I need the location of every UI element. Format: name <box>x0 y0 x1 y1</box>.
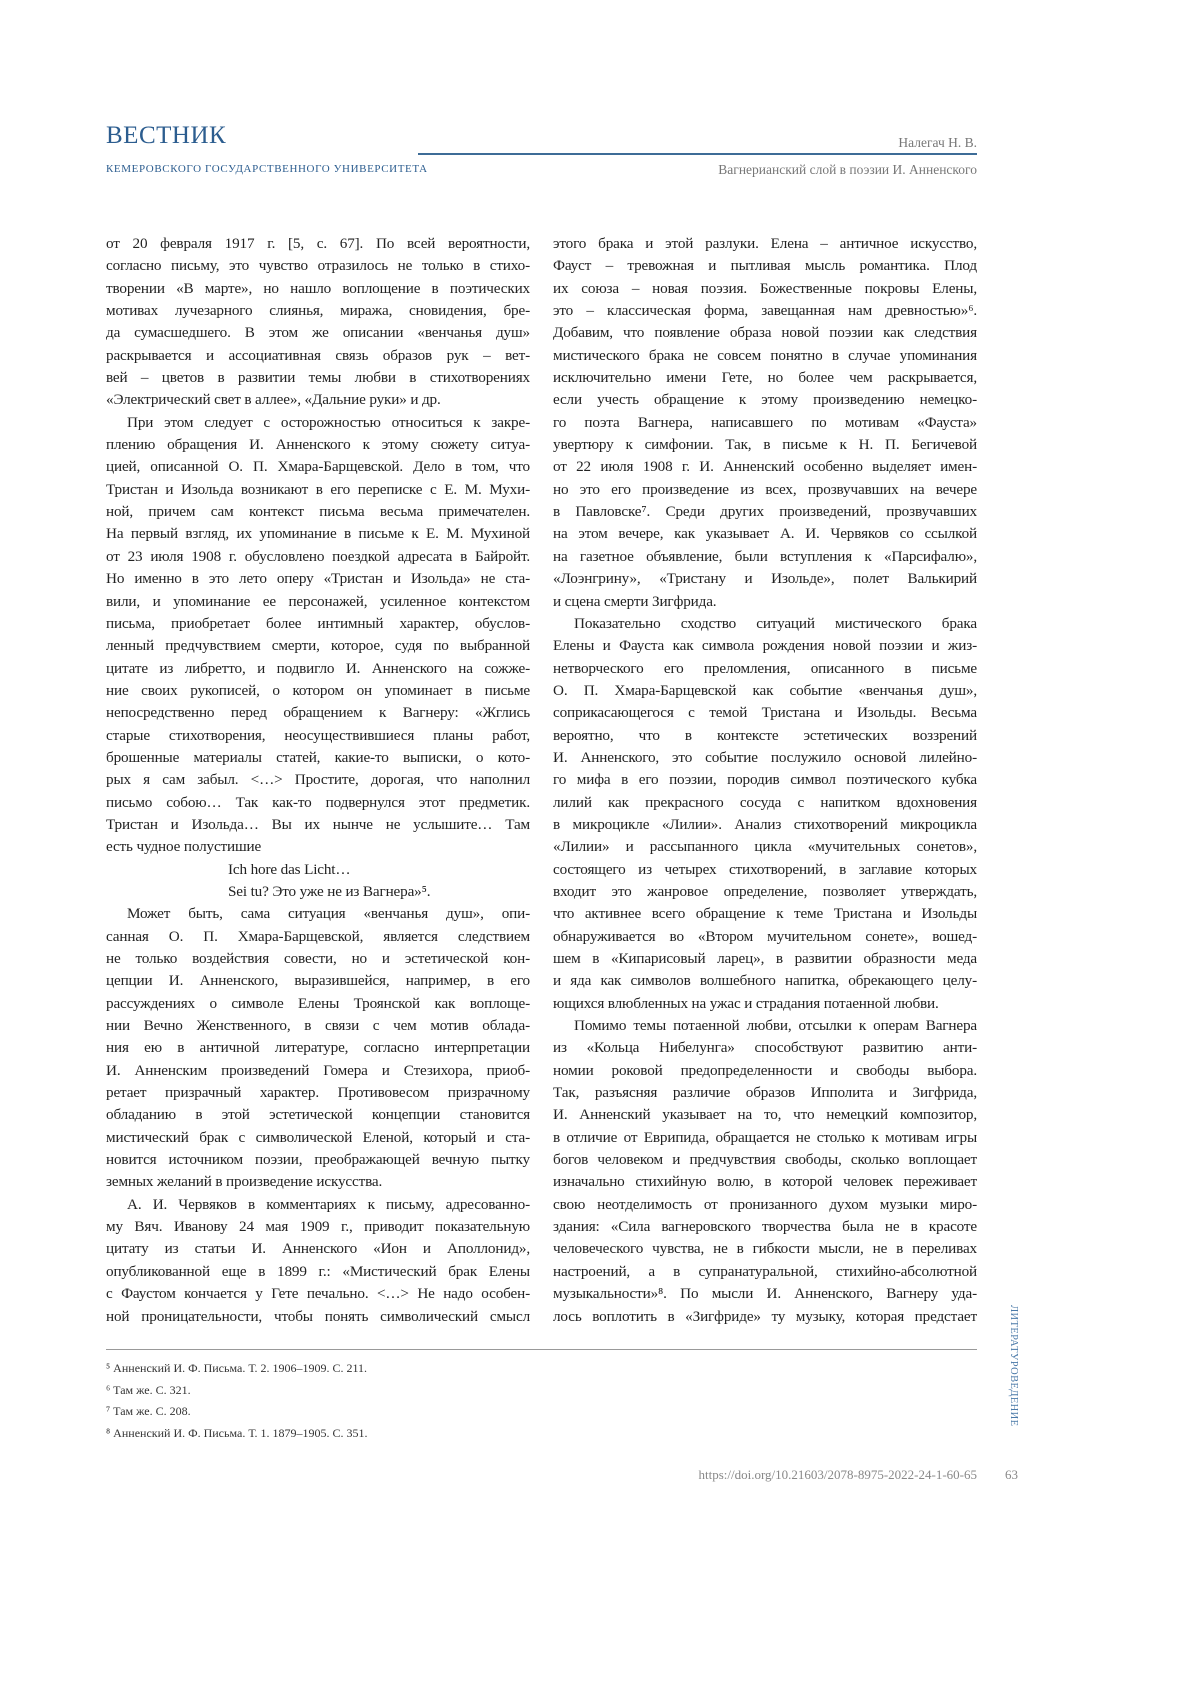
text-line: Может быть, сама ситуация «венчанья душ», опи- <box>106 903 530 925</box>
text-line: письма, приобретает более интимный характер, обуслов- <box>106 613 530 635</box>
text-line: соприкасающегося с темой Тристана и Изольды. Весьма <box>553 702 977 724</box>
page-number: 63 <box>1005 1467 1018 1483</box>
text-line: и сцена смерти Зигфрида. <box>553 591 977 613</box>
text-line: цией, описанной О. П. Хмара-Барщевской. Дело в том, что <box>106 456 530 478</box>
text-line: от 20 февраля 1917 г. [5, с. 67]. По всей вероятности, <box>106 233 530 255</box>
text-line: И. Анненский указывает на то, что немецкий композитор, <box>553 1104 977 1126</box>
text-line: му Вяч. Иванову 24 мая 1909 г., приводит показательную <box>106 1216 530 1238</box>
text-line: рассуждениях о символе Елены Троянской как воплоще- <box>106 993 530 1015</box>
text-line: изначально стихийную волю, в которой человек переживает <box>553 1171 977 1193</box>
text-line: рых я сам забыл. <…> Простите, дорогая, что наполнил <box>106 769 530 791</box>
text-line: непосредственно перед обращением к Вагнеру: «Жглись <box>106 702 530 724</box>
text-line: мистического брака не совсем понятно в случае упоминания <box>553 345 977 367</box>
right-column <box>553 233 977 1328</box>
text-line: обнаруживается во «Втором мучительном сонете», вошед- <box>553 926 977 948</box>
paragraph <box>106 233 530 412</box>
text-line: обладанию в этой эстетической концепции становится <box>106 1104 530 1126</box>
text-line: вей – цветов в развитии темы любви в стихотворениях <box>106 367 530 389</box>
text-line: исключительно имени Гете, но более чем раскрывается, <box>553 367 977 389</box>
text-line: состоящего из четырех стихотворений, в заглавие которых <box>553 859 977 881</box>
text-line: ной проницательности, чтобы понять символический смысл <box>106 1306 530 1328</box>
text-line: входит это жанровое определение, позволяет утверждать, <box>553 881 977 903</box>
text-line: Так, разъясняя различие образов Ипполита и Зигфрида, <box>553 1082 977 1104</box>
text-line: земных желаний в произведение искусства. <box>106 1171 530 1193</box>
journal-title: ВЕСТНИК <box>106 122 226 150</box>
text-line: новится источником поэзии, преображающей вечную пытку <box>106 1149 530 1171</box>
text-line: на этом вечере, как указывает А. И. Червяков со ссылкой <box>553 523 977 545</box>
text-line: от 23 июля 1908 г. обусловлено поездкой адресата в Байройт. <box>106 546 530 568</box>
text-line: И. Анненским произведений Гомера и Стезихора, приоб- <box>106 1060 530 1082</box>
text-line: ной, причем сам контекст письма весьма примечателен. <box>106 501 530 523</box>
text-line: ния ею в античной литературе, согласно интерпретации <box>106 1037 530 1059</box>
text-line: Тристан и Изольда возникают в его переписке с Е. М. Мухи- <box>106 479 530 501</box>
text-line: Но именно в это лето оперу «Тристан и Изольда» не ста- <box>106 568 530 590</box>
paragraph <box>553 613 977 1015</box>
text-line: При этом следует с осторожностью относиться к закре- <box>106 412 530 434</box>
text-line: это – классическая форма, завещанная нам древностью»⁶. <box>553 300 977 322</box>
verse-line: Ich hore das Licht… <box>106 859 530 881</box>
text-line: Добавим, что появление образа новой поэзии как следствия <box>553 322 977 344</box>
text-line: цитату из статьи И. Анненского «Ион и Аполлонид», <box>106 1238 530 1260</box>
text-line: мистический брак с символической Еленой, который и ста- <box>106 1127 530 1149</box>
header-rule <box>418 153 977 155</box>
text-line: цитате из либретто, и подвигло И. Анненского на сожже- <box>106 658 530 680</box>
paragraph <box>106 903 530 1193</box>
footnote: ⁶ Там же. С. 321. <box>106 1380 367 1402</box>
text-line: от 22 июля 1908 г. И. Анненский особенно выделяет имен- <box>553 456 977 478</box>
text-line: Помимо темы потаенной любви, отсылки к операм Вагнера <box>553 1015 977 1037</box>
text-line: Показательно сходство ситуаций мистического брака <box>553 613 977 635</box>
text-line: плению обращения И. Анненского к этому сюжету ситуа- <box>106 434 530 456</box>
paragraph <box>106 412 530 859</box>
footnote: ⁸ Анненский И. Ф. Письма. Т. 1. 1879–1905. С. 351. <box>106 1423 367 1445</box>
text-line: музыкальности»⁸. По мысли И. Анненского, Вагнеру уда- <box>553 1283 977 1305</box>
text-line: цепции И. Анненского, выразившейся, например, в его <box>106 970 530 992</box>
text-line: И. Анненского, это событие послужило основой лилейно- <box>553 747 977 769</box>
footnote: ⁵ Анненский И. Ф. Письма. Т. 2. 1906–1909. С. 211. <box>106 1358 367 1380</box>
text-line: здания: «Сила вагнеровского творчества была не в красоте <box>553 1216 977 1238</box>
text-line: лось воплотить в «Зигфриде» ту музыку, которая предстает <box>553 1306 977 1328</box>
text-line: что активнее всего обращение к теме Тристана и Изольды <box>553 903 977 925</box>
text-line: на газетное объявление, были вступления к «Парсифалю», <box>553 546 977 568</box>
text-line: свою неотделимость от пронизанного духом музыки миро- <box>553 1194 977 1216</box>
text-line: нетворческого его преломления, описанного в письме <box>553 658 977 680</box>
text-line: этого брака и этой разлуки. Елена – античное искусство, <box>553 233 977 255</box>
text-line: санная О. П. Хмара-Барщевской, является следствием <box>106 926 530 948</box>
text-line: Фауст – тревожная и пытливая мысль романтика. Плод <box>553 255 977 277</box>
text-line: О. П. Хмара-Барщевской как событие «венчанья душ», <box>553 680 977 702</box>
text-line: согласно письму, это чувство отразилось не только в стихо- <box>106 255 530 277</box>
text-line: го поэта Вагнера, написавшего по мотивам «Фауста» <box>553 412 977 434</box>
text-line: Елены и Фауста как символа рождения новой поэзии и жиз- <box>553 635 977 657</box>
verse-line: Sei tu? Это уже не из Вагнера»⁵. <box>106 881 530 903</box>
paragraph <box>553 1015 977 1328</box>
text-line: старые стихотворения, неосуществившиеся планы работ, <box>106 725 530 747</box>
text-line: лилий как прекрасного сосуда с напитком вдохновения <box>553 792 977 814</box>
text-line: го мифа в его поэзии, породив символ поэтического кубка <box>553 769 977 791</box>
text-line: ющихся влюбленных на ужас и страдания потаенной любви. <box>553 993 977 1015</box>
text-line: ленный предчувствием смерти, которое, судя по выбранной <box>106 635 530 657</box>
text-line: вероятно, что в контексте эстетических воззрений <box>553 725 977 747</box>
text-line: настроений, а в супранатуральной, стихийно-абсолютной <box>553 1261 977 1283</box>
text-line: «Лоэнгрину», «Тристану и Изольде», полет Валькирий <box>553 568 977 590</box>
text-line: ние своих рукописей, о котором он упоминает в письме <box>106 680 530 702</box>
text-line: увертюру к симфонии. Так, в письме к Н. П. Бегичевой <box>553 434 977 456</box>
article-author: Налегач Н. В. <box>898 135 977 151</box>
text-line: из «Кольца Нибелунга» способствуют развитию анти- <box>553 1037 977 1059</box>
text-line: в отличие от Еврипида, обращается не столько к мотивам игры <box>553 1127 977 1149</box>
text-line: но это его произведение из всех, прозвучавших на вечере <box>553 479 977 501</box>
text-line: номии роковой предопределенности и свободы выбора. <box>553 1060 977 1082</box>
text-line: письмо собою… Так как-то подвернулся этот предметик. <box>106 792 530 814</box>
text-line: человеческого чувства, не в гибкости мысли, не в переливах <box>553 1238 977 1260</box>
text-line: мотивах лучезарного слиянья, миража, сновидения, бре- <box>106 300 530 322</box>
text-line: их союза – новая поэзия. Божественные покровы Елены, <box>553 278 977 300</box>
text-line: А. И. Червяков в комментариях к письму, адресованно- <box>106 1194 530 1216</box>
section-label: ЛИТЕРАТУРОВЕДЕНИЕ <box>1008 1305 1019 1426</box>
paragraph <box>106 1194 530 1328</box>
text-line: опубликованной еще в 1899 г.: «Мистический брак Елены <box>106 1261 530 1283</box>
text-line: есть чудное полустишие <box>106 836 530 858</box>
text-line: На первый взгляд, их упоминание в письме к Е. М. Мухиной <box>106 523 530 545</box>
text-line: Тристан и Изольда… Вы их нынче не услышите… Там <box>106 814 530 836</box>
text-line: нии Вечно Женственного, в связи с чем мотив облада- <box>106 1015 530 1037</box>
article-topic: Вагнерианский слой в поэзии И. Анненского <box>718 162 977 178</box>
text-line: с Фаустом кончается у Гете печально. <…> Не надо особен- <box>106 1283 530 1305</box>
journal-subtitle: КЕМЕРОВСКОГО ГОСУДАРСТВЕННОГО УНИВЕРСИТЕТА <box>106 163 428 175</box>
footnotes <box>106 1358 367 1444</box>
text-line: творении «В марте», но нашло воплощение в поэтических <box>106 278 530 300</box>
left-column <box>106 233 530 1328</box>
text-line: в Павловске⁷. Среди других произведений, прозвучавших <box>553 501 977 523</box>
doi-link[interactable]: https://doi.org/10.21603/2078-8975-2022-24-1-60-65 <box>698 1467 977 1483</box>
footnote-divider <box>106 1349 977 1350</box>
text-line: шем в «Кипарисовый ларец», в развитии образности меда <box>553 948 977 970</box>
text-line: в микроцикле «Лилии». Анализ стихотворений микроцикла <box>553 814 977 836</box>
paragraph <box>553 233 977 613</box>
text-line: раскрывается и ассоциативная связь образов рук – вет- <box>106 345 530 367</box>
text-line: «Электрический свет в аллее», «Дальние руки» и др. <box>106 389 530 411</box>
text-line: «Лилии» и рассыпанного цикла «мучительных сонетов», <box>553 836 977 858</box>
text-line: если учесть обращение к этому произведению немецко- <box>553 389 977 411</box>
text-line: не только воздействия совести, но и эстетической кон- <box>106 948 530 970</box>
text-line: ретает призрачный характер. Противовесом призрачному <box>106 1082 530 1104</box>
text-line: вили, и упоминание ее персонажей, усиленное контекстом <box>106 591 530 613</box>
text-line: брошенные материалы статей, какие-то выписки, о кото- <box>106 747 530 769</box>
text-line: да сумасшедшего. В этом же описании «венчанья душ» <box>106 322 530 344</box>
footnote: ⁷ Там же. С. 208. <box>106 1401 367 1423</box>
text-line: богов человеком и предчувствия свободы, сколько воплощает <box>553 1149 977 1171</box>
text-line: и яда как символов волшебного напитка, обрекающего целу- <box>553 970 977 992</box>
